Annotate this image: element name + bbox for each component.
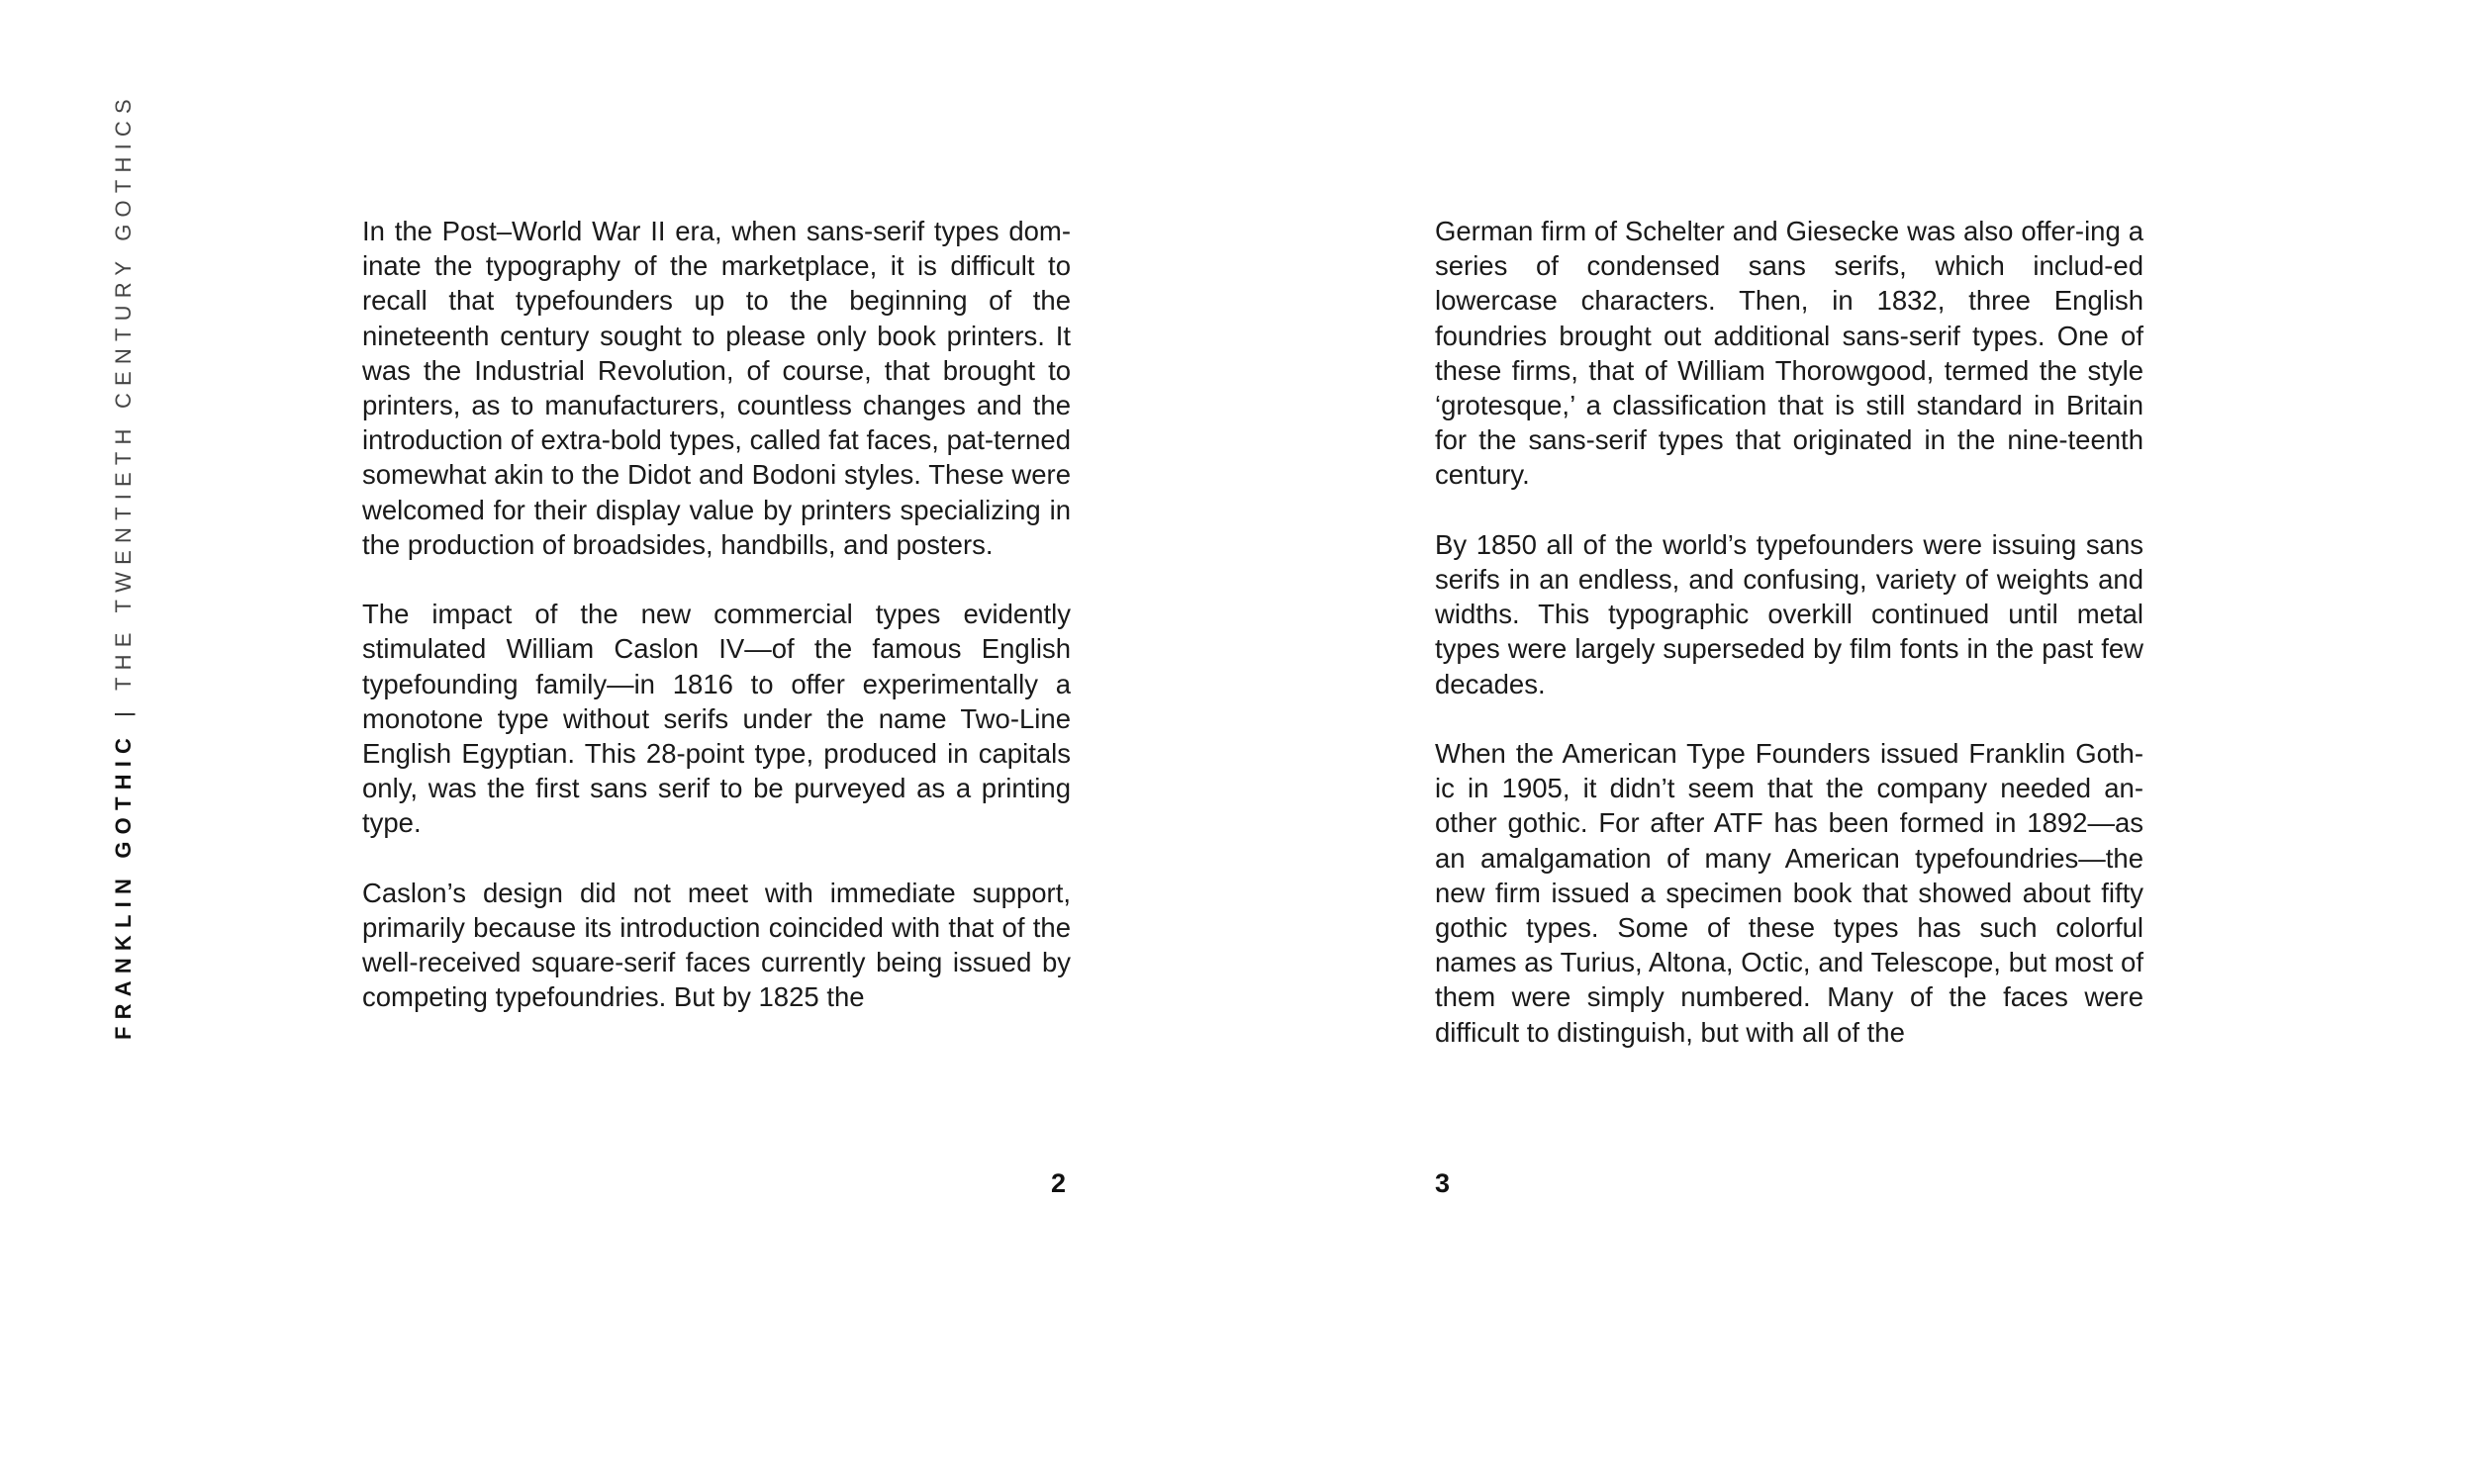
running-head-separator: | (111, 703, 136, 717)
left-page-number: 2 (1051, 1168, 1067, 1198)
left-paragraph-1: In the Post–World War II era, when sans-serif types dom-inate the typography of the marketplace, it is difficult to recall that typefounders up to the beginning of the nineteenth century sought to please only book printers. It was the Industrial Revolution, of course, that brought to printers, as to manufacturers, countless changes and the introduction of extra-bold types, called fat faces, pat-terned somewhat akin to the Didot and Bodoni styles. These were welcomed for their display value by printers specializing in the production of broadsides, handbills, and posters. (362, 216, 1071, 560)
left-paragraph-2: The impact of the new commercial types evidently stimulated William Caslon IV—of the famous English typefounding family—in 1816 to offer experimentally a monotone type without serifs under the name Two-Line English Egyptian. This 28-point type, produced in capitals only, was the first sans serif to be purveyed as a printing type. (362, 599, 1071, 839)
running-head (113, 92, 135, 1040)
running-head-subtitle: THE TWENTIETH CENTURY GOTHICS (111, 92, 136, 691)
running-head-title: FRANKLIN GOTHIC (111, 730, 136, 1040)
left-page-body (362, 214, 1071, 1015)
right-page-number: 3 (1435, 1168, 1451, 1198)
right-paragraph-3: When the American Type Founders issued Franklin Goth-ic in 1905, it didn’t seem that the company needed an-other gothic. For after ATF has been formed in 1892—as an amalgamation of many American typefoundries—the new firm issued a specimen book that showed about fifty gothic types. Some of these types has such colorful names as Turius, Altona, Octic, and Telescope, but most of them were simply numbered. Many of the faces were difficult to distinguish, but with all of the (1435, 738, 2143, 1048)
right-page-body (1435, 214, 2143, 1050)
right-paragraph-2: By 1850 all of the world’s typefounders were issuing sans serifs in an endless, and confusing, variety of weights and widths. This typographic overkill continued until metal types were largely superseded by film fonts in the past few decades. (1435, 528, 2143, 699)
right-paragraph-1: German firm of Schelter and Giesecke was also offer-ing a series of condensed sans serifs, which includ-ed lowercase characters. Then, in 1832, three English foundries brought out additional sans-serif types. One of these firms, that of William Thorowgood, termed the style ‘grotesque,’ a classification that is still standard in Britain for the sans-serif types that originated in the nine-teenth century. (1435, 216, 2143, 491)
left-paragraph-3: Caslon’s design did not meet with immediate support, primarily because its introduction coincided with that of the well-received square-serif faces currently being issued by competing typefoundries. But by 1825 the (362, 877, 1071, 1013)
